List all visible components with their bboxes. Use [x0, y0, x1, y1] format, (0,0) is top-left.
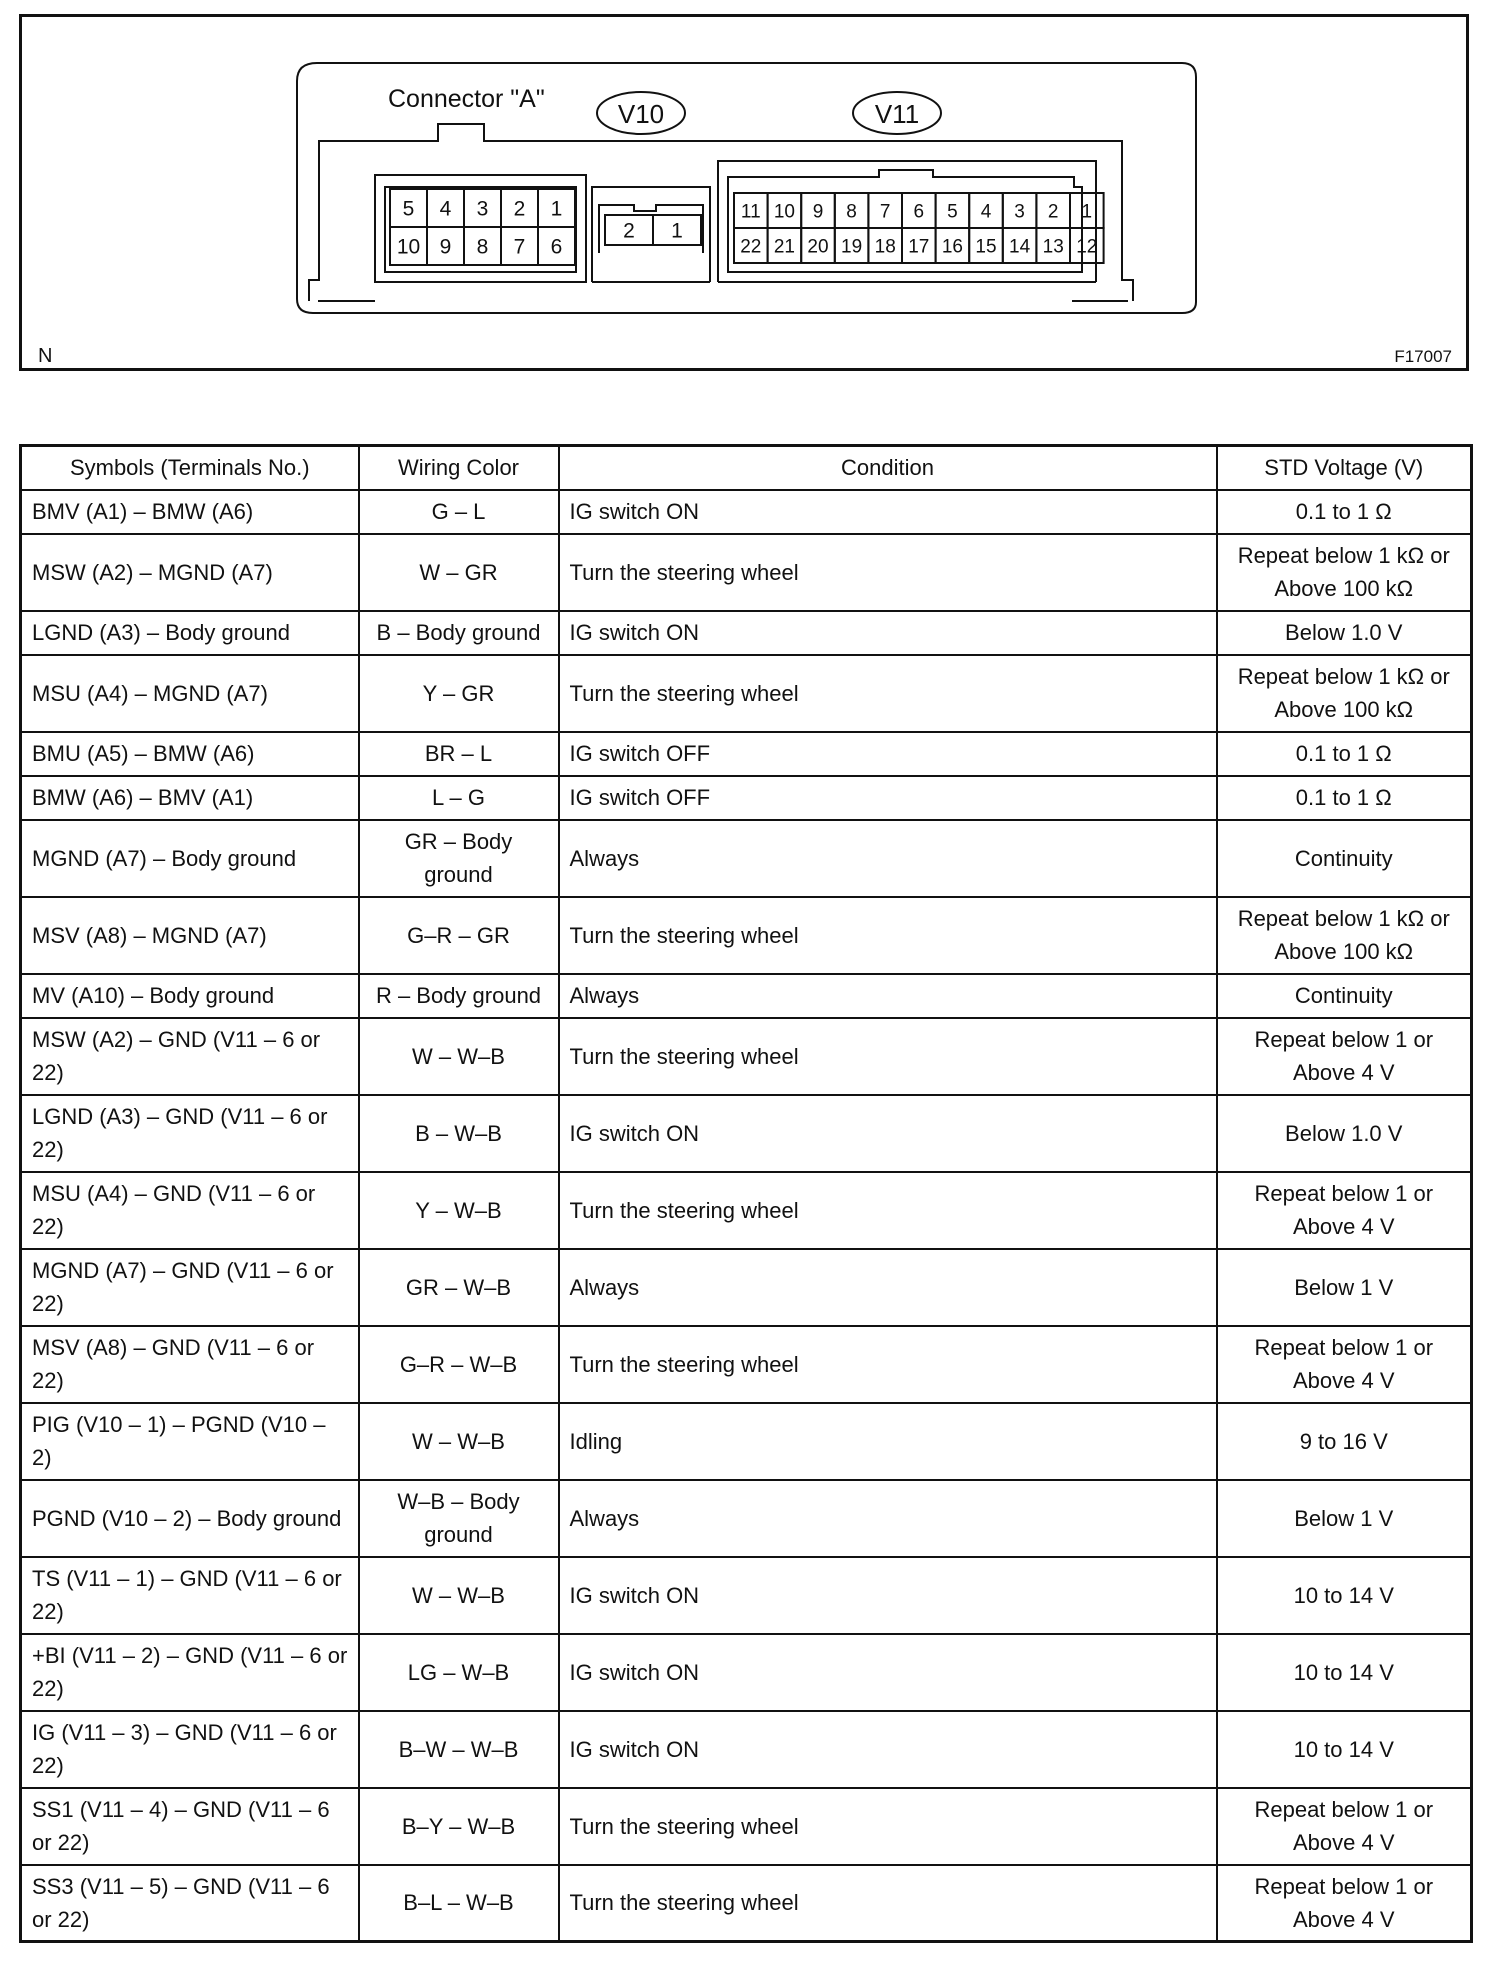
- v10-label: V10: [617, 99, 665, 129]
- table-row: [21, 776, 1472, 820]
- table-row: [21, 1557, 1472, 1634]
- condition-cell: IG switch ON: [559, 1095, 1217, 1172]
- condition-cell: IG switch ON: [559, 1711, 1217, 1788]
- std-voltage-cell: 10 to 14 V: [1217, 1557, 1472, 1634]
- table-row: [21, 1018, 1472, 1095]
- pin-number: 22: [740, 236, 762, 258]
- pin-number: 14: [1009, 236, 1031, 258]
- std-voltage-cell: Repeat below 1 or Above 4 V: [1217, 1788, 1472, 1865]
- condition-cell: Turn the steering wheel: [559, 655, 1217, 732]
- condition-cell: Turn the steering wheel: [559, 1865, 1217, 1942]
- std-voltage-cell: Repeat below 1 or Above 4 V: [1217, 1326, 1472, 1403]
- std-voltage-cell: Repeat below 1 or Above 4 V: [1217, 1865, 1472, 1942]
- pin-number: 19: [841, 236, 863, 258]
- pin-number: 16: [941, 236, 963, 258]
- table-row: [21, 897, 1472, 974]
- pin-number: 2: [623, 219, 635, 243]
- wiring-color-cell: B–Y – W–B: [359, 1788, 559, 1865]
- pin-number: 10: [396, 235, 421, 259]
- symbols-cell: BMW (A6) – BMV (A1): [21, 776, 359, 820]
- pin-number: 13: [1042, 236, 1064, 258]
- wiring-color-cell: Y – GR: [359, 655, 559, 732]
- wiring-color-cell: GR – W–B: [359, 1249, 559, 1326]
- pin-number: 20: [807, 236, 829, 258]
- std-voltage-cell: Repeat below 1 kΩ or Above 100 kΩ: [1217, 655, 1472, 732]
- symbols-cell: SS3 (V11 – 5) – GND (V11 – 6 or 22): [21, 1865, 359, 1942]
- symbols-cell: LGND (A3) – Body ground: [21, 611, 359, 655]
- connector-a-label: Connector "A": [388, 85, 545, 113]
- table-row: [21, 1865, 1472, 1942]
- std-voltage-cell: Repeat below 1 or Above 4 V: [1217, 1018, 1472, 1095]
- std-voltage-cell: Below 1.0 V: [1217, 611, 1472, 655]
- condition-cell: Turn the steering wheel: [559, 1172, 1217, 1249]
- symbols-cell: MGND (A7) – Body ground: [21, 820, 359, 897]
- std-voltage-cell: Below 1 V: [1217, 1249, 1472, 1326]
- std-voltage-cell: 10 to 14 V: [1217, 1711, 1472, 1788]
- pin-number: 6: [913, 201, 925, 223]
- symbols-cell: BMV (A1) – BMW (A6): [21, 490, 359, 534]
- pin-number: 7: [513, 235, 526, 259]
- table-row: [21, 1634, 1472, 1711]
- symbols-cell: BMU (A5) – BMW (A6): [21, 732, 359, 776]
- table-row: [21, 490, 1472, 534]
- pin-number: 21: [773, 236, 795, 258]
- table-row: [21, 1095, 1472, 1172]
- symbols-cell: PGND (V10 – 2) – Body ground: [21, 1480, 359, 1557]
- pin-number: 5: [402, 197, 415, 221]
- symbols-cell: MGND (A7) – GND (V11 – 6 or 22): [21, 1249, 359, 1326]
- condition-cell: Turn the steering wheel: [559, 1788, 1217, 1865]
- condition-cell: IG switch ON: [559, 1634, 1217, 1711]
- wiring-color-cell: G – L: [359, 490, 559, 534]
- pin-number: 11: [740, 201, 761, 223]
- symbols-cell: MSW (A2) – GND (V11 – 6 or 22): [21, 1018, 359, 1095]
- header-wiring-color: Wiring Color: [359, 446, 559, 490]
- pin-number: 12: [1076, 236, 1098, 258]
- table-row: [21, 1788, 1472, 1865]
- wiring-color-cell: L – G: [359, 776, 559, 820]
- symbols-cell: MSU (A4) – GND (V11 – 6 or 22): [21, 1172, 359, 1249]
- symbols-cell: LGND (A3) – GND (V11 – 6 or 22): [21, 1095, 359, 1172]
- header-symbols: Symbols (Terminals No.): [21, 446, 359, 490]
- connector-a-pins: [390, 189, 575, 265]
- symbols-cell: TS (V11 – 1) – GND (V11 – 6 or 22): [21, 1557, 359, 1634]
- wiring-color-cell: W – W–B: [359, 1557, 559, 1634]
- pin-number: 5: [947, 201, 958, 223]
- symbols-cell: MSU (A4) – MGND (A7): [21, 655, 359, 732]
- housing-inner-outline: [309, 124, 1133, 301]
- pin-number: 1: [1081, 201, 1093, 223]
- pin-number: 8: [846, 201, 857, 223]
- v11-pins: [734, 193, 1104, 263]
- connector-figure: [19, 14, 1469, 371]
- std-voltage-cell: 0.1 to 1 Ω: [1217, 776, 1472, 820]
- pin-number: 1: [550, 197, 563, 221]
- table-row: [21, 974, 1472, 1018]
- pin-number: 9: [439, 235, 452, 259]
- pin-number: 15: [975, 236, 997, 258]
- header-std-voltage: STD Voltage (V): [1217, 446, 1472, 490]
- wiring-color-cell: G–R – W–B: [359, 1326, 559, 1403]
- symbols-cell: +BI (V11 – 2) – GND (V11 – 6 or 22): [21, 1634, 359, 1711]
- condition-cell: Turn the steering wheel: [559, 1018, 1217, 1095]
- condition-cell: Idling: [559, 1403, 1217, 1480]
- symbols-cell: MSV (A8) – MGND (A7): [21, 897, 359, 974]
- symbols-cell: MV (A10) – Body ground: [21, 974, 359, 1018]
- terminal-spec-table: [19, 444, 1473, 1943]
- std-voltage-cell: 9 to 16 V: [1217, 1403, 1472, 1480]
- table-row: [21, 1326, 1472, 1403]
- table-row: [21, 1172, 1472, 1249]
- wiring-color-cell: B – Body ground: [359, 611, 559, 655]
- pin-number: 17: [908, 236, 930, 258]
- std-voltage-cell: 10 to 14 V: [1217, 1634, 1472, 1711]
- table-row: [21, 1249, 1472, 1326]
- condition-cell: IG switch ON: [559, 1557, 1217, 1634]
- table-body: [21, 490, 1472, 1942]
- condition-cell: Always: [559, 820, 1217, 897]
- pin-number: 3: [476, 197, 489, 221]
- condition-cell: Always: [559, 974, 1217, 1018]
- table-row: [21, 1403, 1472, 1480]
- std-voltage-cell: Repeat below 1 kΩ or Above 100 kΩ: [1217, 534, 1472, 611]
- pin-number: 9: [812, 201, 824, 223]
- pin-number: 18: [874, 236, 896, 258]
- table-row: [21, 655, 1472, 732]
- pin-number: 1: [671, 219, 683, 243]
- condition-cell: IG switch OFF: [559, 732, 1217, 776]
- v10-shell: [592, 187, 710, 282]
- pin-number: 4: [439, 197, 452, 221]
- wiring-color-cell: BR – L: [359, 732, 559, 776]
- symbols-cell: SS1 (V11 – 4) – GND (V11 – 6 or 22): [21, 1788, 359, 1865]
- wiring-color-cell: LG – W–B: [359, 1634, 559, 1711]
- pin-number: 3: [1014, 201, 1025, 223]
- v11-label: V11: [874, 99, 920, 129]
- std-voltage-cell: Below 1 V: [1217, 1480, 1472, 1557]
- condition-cell: Always: [559, 1480, 1217, 1557]
- wiring-color-cell: G–R – GR: [359, 897, 559, 974]
- std-voltage-cell: Below 1.0 V: [1217, 1095, 1472, 1172]
- pin-number: 2: [513, 197, 526, 221]
- table-row: [21, 534, 1472, 611]
- pin-number: 4: [980, 201, 992, 223]
- condition-cell: IG switch OFF: [559, 776, 1217, 820]
- wiring-color-cell: Y – W–B: [359, 1172, 559, 1249]
- wiring-color-cell: W – GR: [359, 534, 559, 611]
- table-row: [21, 611, 1472, 655]
- wiring-color-cell: GR – Body ground: [359, 820, 559, 897]
- table-row: [21, 1711, 1472, 1788]
- wiring-color-cell: R – Body ground: [359, 974, 559, 1018]
- condition-cell: IG switch ON: [559, 490, 1217, 534]
- v10-pins: [605, 215, 701, 245]
- table-header-row: [21, 446, 1472, 490]
- symbols-cell: PIG (V10 – 1) – PGND (V10 – 2): [21, 1403, 359, 1480]
- wiring-color-cell: B – W–B: [359, 1095, 559, 1172]
- pin-number: 7: [879, 201, 891, 223]
- wiring-color-cell: W – W–B: [359, 1403, 559, 1480]
- symbols-cell: IG (V11 – 3) – GND (V11 – 6 or 22): [21, 1711, 359, 1788]
- symbols-cell: MSW (A2) – MGND (A7): [21, 534, 359, 611]
- table-row: [21, 732, 1472, 776]
- figure-corner-letter: N: [38, 345, 53, 367]
- table-row: [21, 1480, 1472, 1557]
- figure-code: F17007: [1394, 347, 1452, 366]
- condition-cell: Turn the steering wheel: [559, 897, 1217, 974]
- table-row: [21, 820, 1472, 897]
- wiring-color-cell: W–B – Body ground: [359, 1480, 559, 1557]
- connector-diagram: [22, 17, 1466, 368]
- std-voltage-cell: Repeat below 1 kΩ or Above 100 kΩ: [1217, 897, 1472, 974]
- condition-cell: Always: [559, 1249, 1217, 1326]
- condition-cell: Turn the steering wheel: [559, 534, 1217, 611]
- wiring-color-cell: W – W–B: [359, 1018, 559, 1095]
- pin-number: 2: [1047, 201, 1059, 223]
- wiring-color-cell: B–L – W–B: [359, 1865, 559, 1942]
- std-voltage-cell: 0.1 to 1 Ω: [1217, 490, 1472, 534]
- condition-cell: Turn the steering wheel: [559, 1326, 1217, 1403]
- pin-number: 8: [476, 235, 489, 259]
- std-voltage-cell: Continuity: [1217, 974, 1472, 1018]
- condition-cell: IG switch ON: [559, 611, 1217, 655]
- wiring-color-cell: B–W – W–B: [359, 1711, 559, 1788]
- std-voltage-cell: Continuity: [1217, 820, 1472, 897]
- header-condition: Condition: [559, 446, 1217, 490]
- std-voltage-cell: 0.1 to 1 Ω: [1217, 732, 1472, 776]
- symbols-cell: MSV (A8) – GND (V11 – 6 or 22): [21, 1326, 359, 1403]
- pin-number: 6: [550, 235, 563, 259]
- std-voltage-cell: Repeat below 1 or Above 4 V: [1217, 1172, 1472, 1249]
- pin-number: 10: [773, 201, 795, 223]
